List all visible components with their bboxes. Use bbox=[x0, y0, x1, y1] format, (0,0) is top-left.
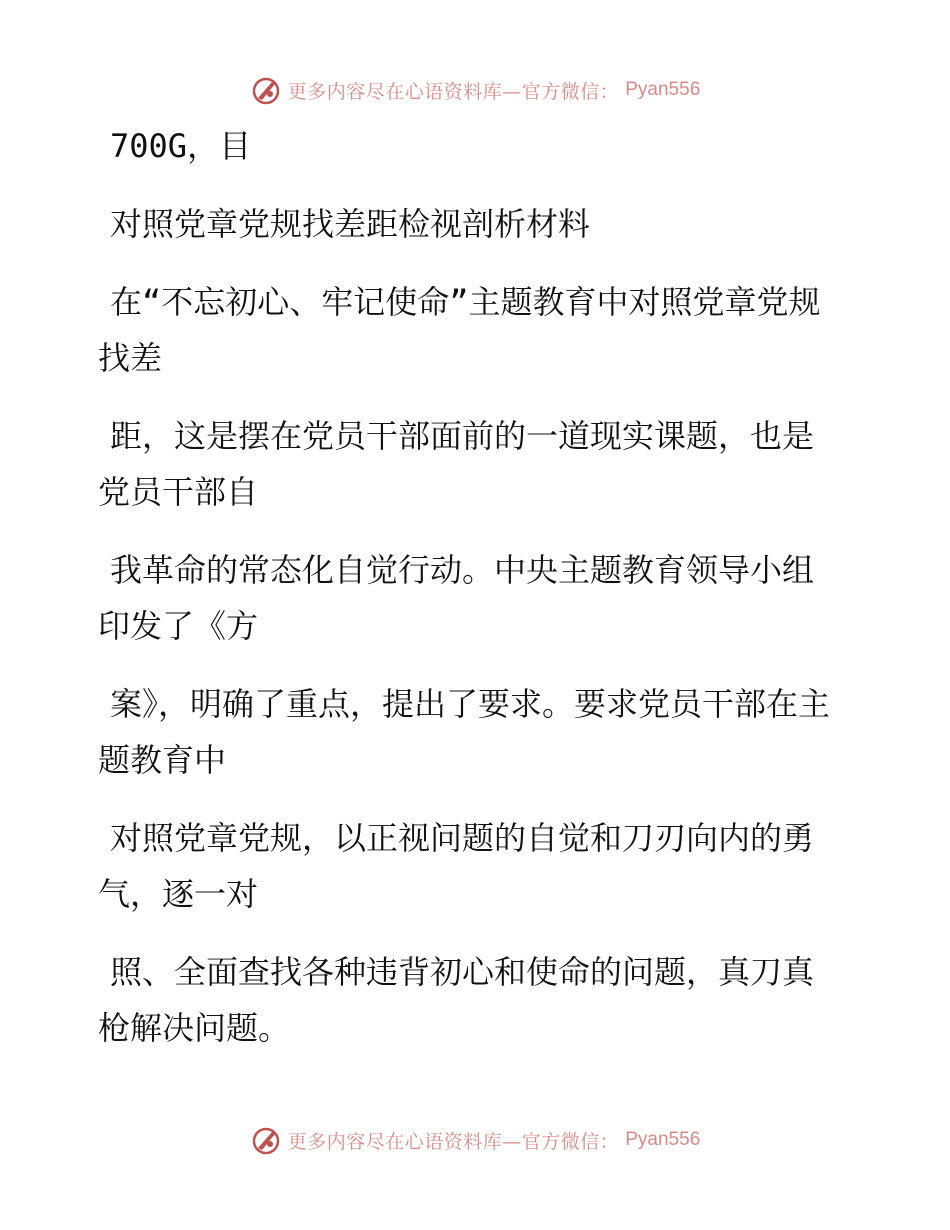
watermark-wechat-id: Pyan556 bbox=[625, 1129, 701, 1150]
paragraph-8: 照、全面查找各种违背初心和使命的问题，真刀真枪解决问题。 bbox=[98, 953, 815, 1047]
paragraph-5: 我革命的常态化自觉行动。中央主题教育领导小组印发了《方 bbox=[98, 551, 815, 645]
header-watermark bbox=[0, 72, 950, 108]
watermark-text: 更多内容尽在心语资料库—官方微信： bbox=[287, 80, 620, 103]
footer-watermark bbox=[0, 1122, 950, 1158]
paragraph-2: 对照党章党规找差距检视剖析材料 bbox=[110, 205, 591, 243]
document-body bbox=[98, 118, 838, 1078]
paragraph-4: 距，这是摆在党员干部面前的一道现实课题，也是党员干部自 bbox=[98, 417, 815, 511]
watermark-wechat-id: Pyan556 bbox=[625, 79, 701, 100]
paragraph-3: 在“不忘初心、牢记使命”主题教育中对照党章党规找差 bbox=[98, 283, 821, 377]
brush-logo-icon bbox=[250, 74, 282, 106]
paragraph-1: 700G，目 bbox=[110, 127, 252, 165]
brush-logo-icon bbox=[250, 1124, 282, 1156]
paragraph-7: 对照党章党规，以正视问题的自觉和刀刃向内的勇气，逐一对 bbox=[98, 819, 815, 913]
paragraph-6: 案》，明确了重点，提出了要求。要求党员干部在主 题教育中 bbox=[98, 685, 831, 779]
watermark-text: 更多内容尽在心语资料库—官方微信： bbox=[287, 1130, 620, 1153]
